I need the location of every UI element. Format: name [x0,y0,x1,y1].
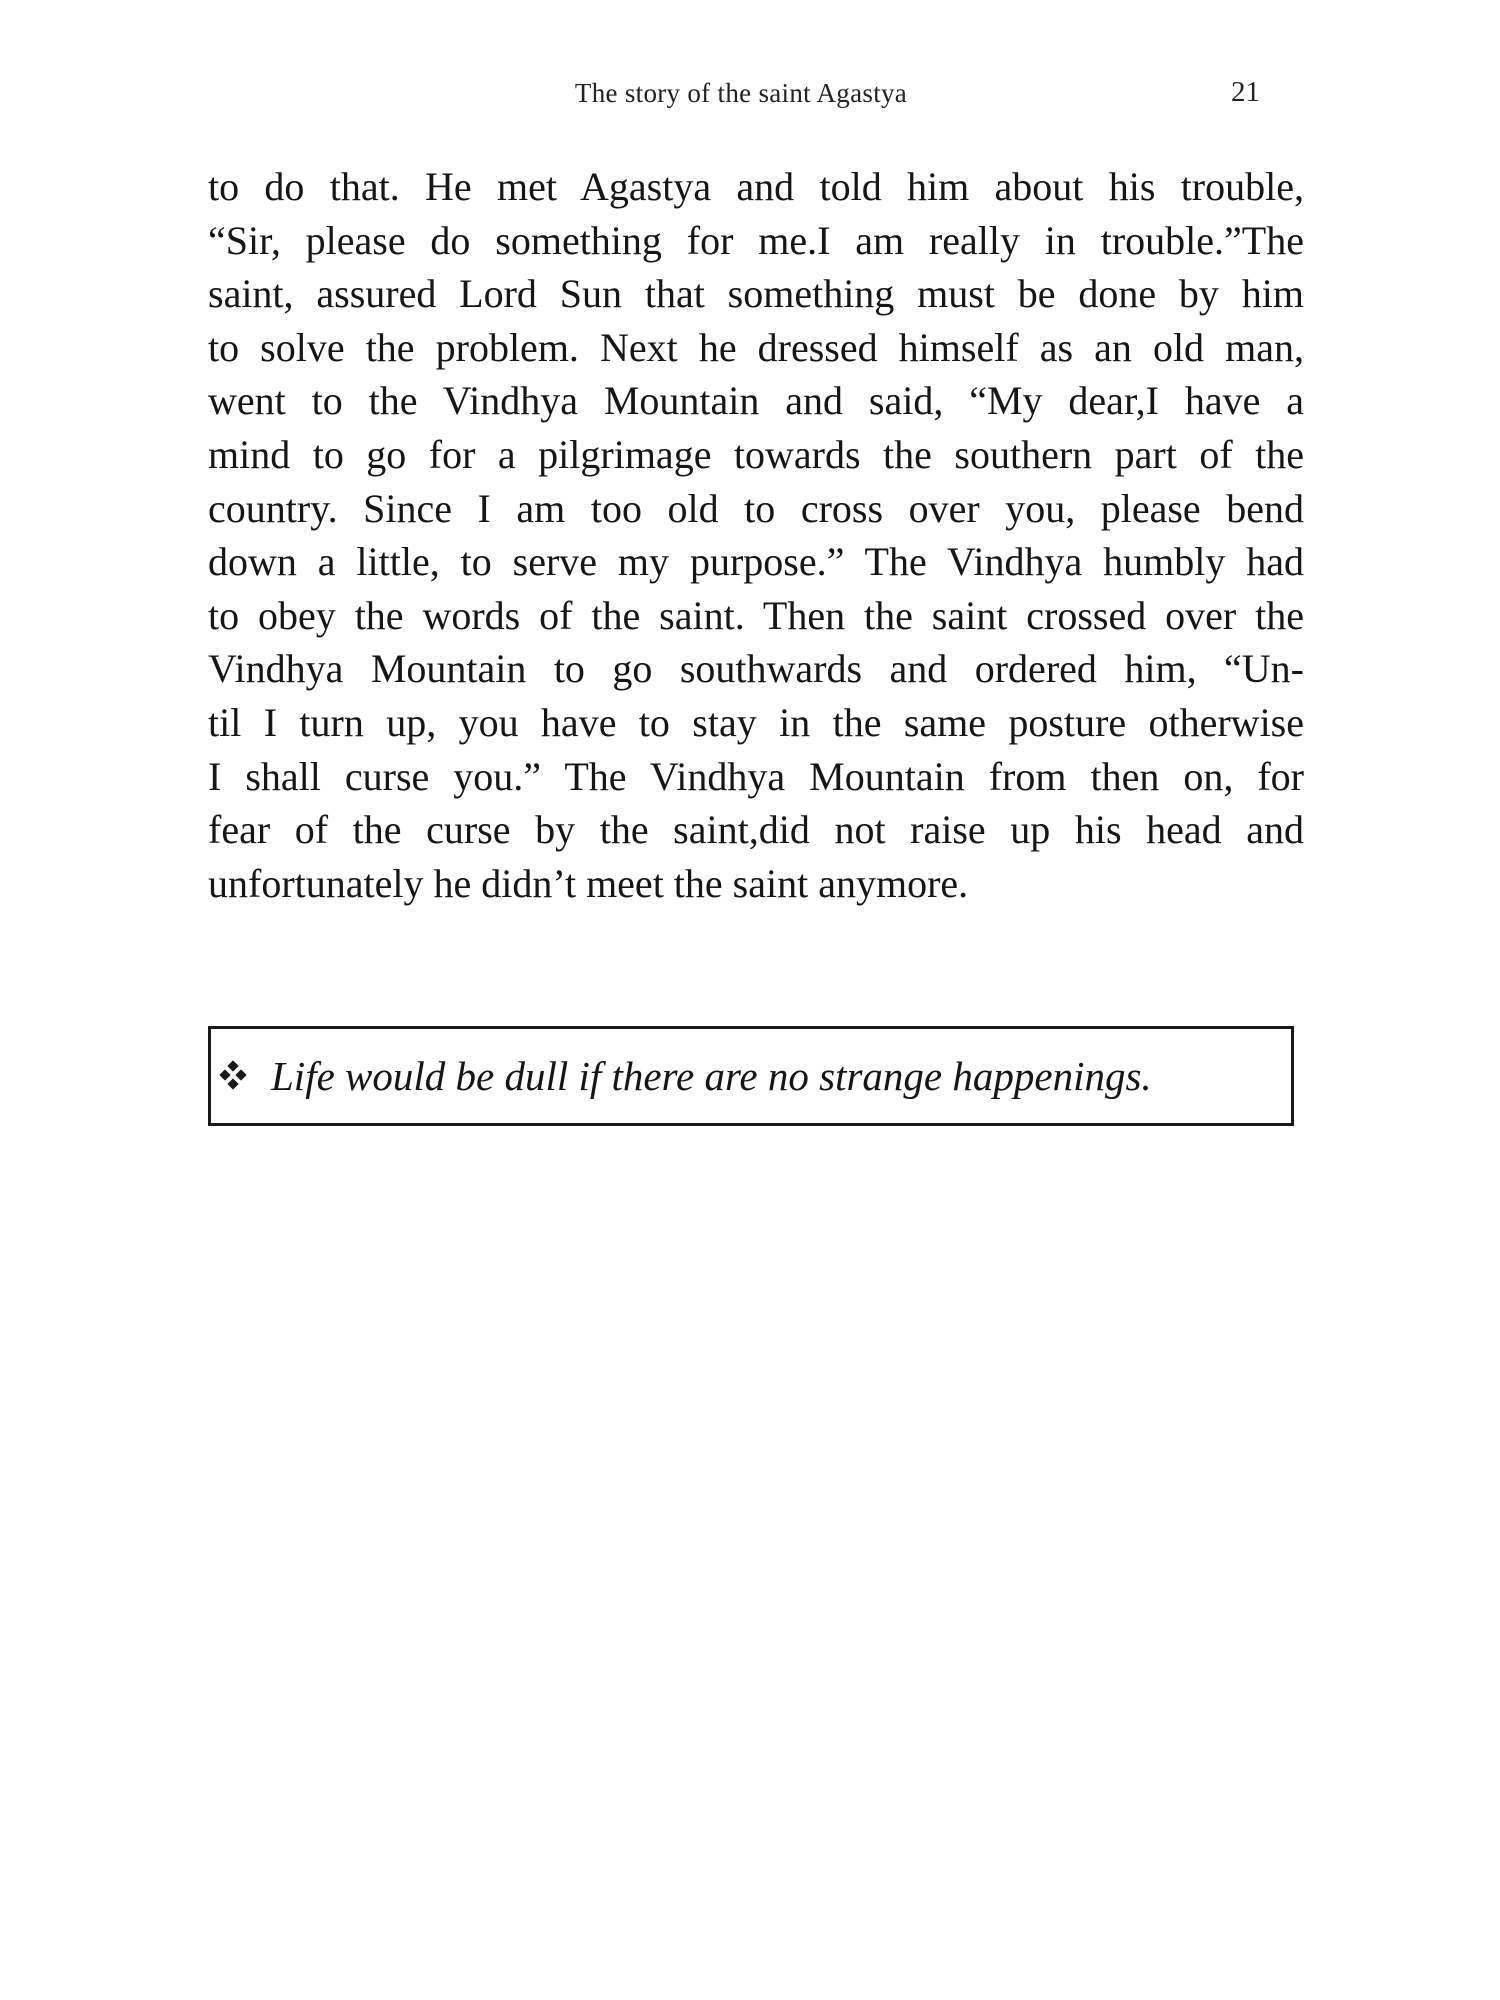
body-line: I shall curse you.” The Vindhya Mountain from then on, for [208,753,1304,799]
quote-text: Life would be dull if there are no strange happenings. [271,1053,1152,1099]
body-line: to solve the problem. Next he dressed himself as an old man, [208,324,1304,370]
body-line: saint, assured Lord Sun that something must be done by him [208,271,1304,317]
body-line: fear of the curse by the saint,did not raise up his head and [208,807,1304,853]
body-line: til I turn up, you have to stay in the same posture otherwise [208,699,1304,745]
body-paragraph [208,160,1304,910]
body-line: went to the Vindhya Mountain and said, “My dear,I have a [208,378,1304,424]
running-header [208,74,1274,114]
quote-box [208,1026,1294,1126]
body-line: down a little, to serve my purpose.” The Vindhya humbly had [208,539,1304,585]
running-title: The story of the saint Agastya [574,78,908,108]
body-line: “Sir, please do something for me.I am really in trouble.”The [208,217,1304,263]
body-line: unfortunately he didn’t meet the saint anymore. [208,860,969,906]
body-line: to obey the words of the saint. Then the saint crossed over the [208,592,1304,638]
four-diamond-bullet-icon [217,1060,249,1092]
body-line: mind to go for a pilgrimage towards the southern part of the [208,431,1304,477]
body-line: to do that. He met Agastya and told him about his trouble, [208,164,1304,209]
body-line: Vindhya Mountain to go southwards and ordered him, “Un- [208,646,1304,692]
page-number: 21 [1231,76,1260,108]
body-line: country. Since I am too old to cross over you, please bend [208,485,1304,531]
